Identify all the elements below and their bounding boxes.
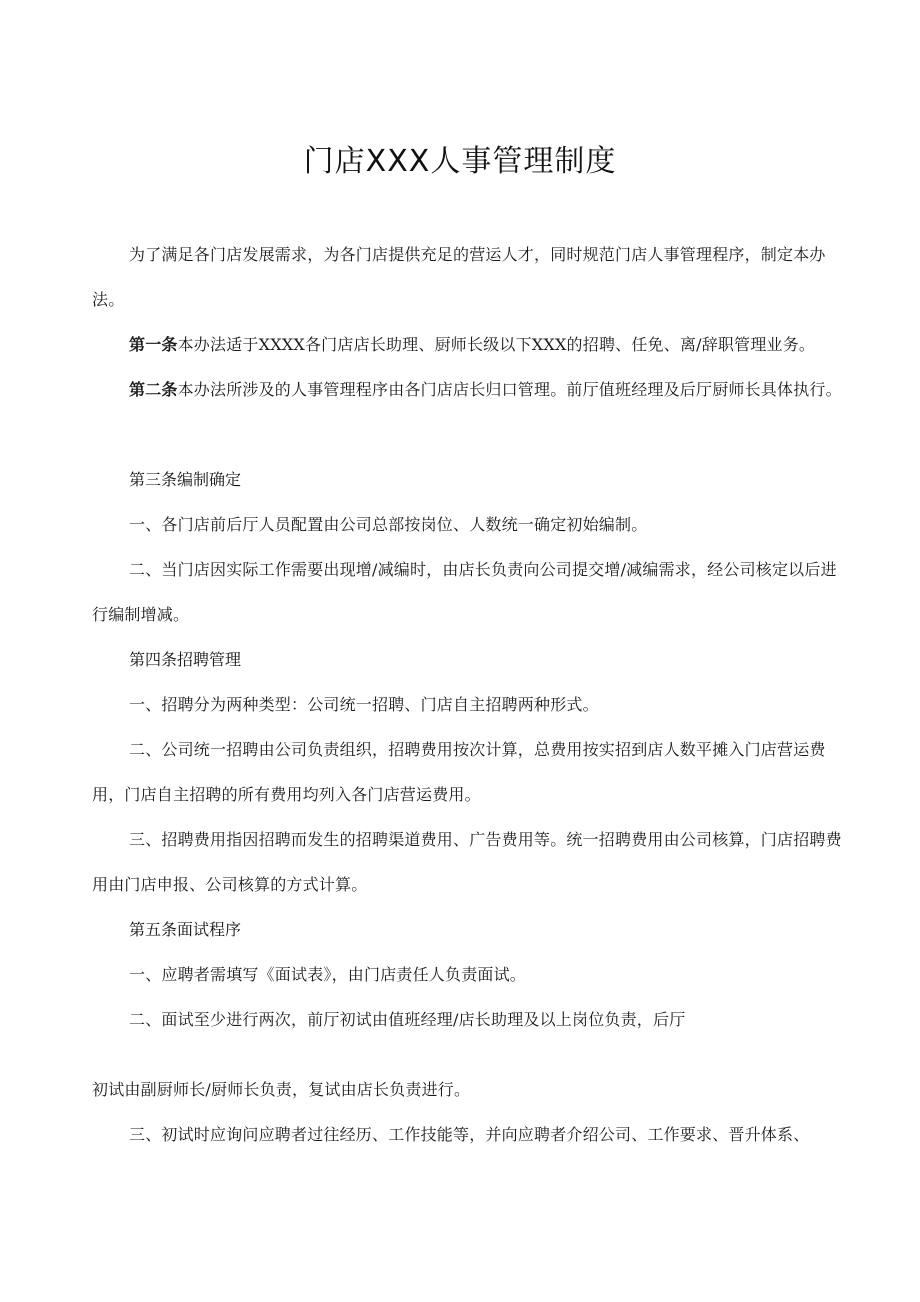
intro-paragraph: 为了满足各门店发展需求，为各门店提供充足的营运人才，同时规范门店人事管理程序，制定本办法。 bbox=[92, 245, 826, 309]
article-3-heading: 第三条编制确定 bbox=[129, 470, 242, 489]
article-2-text: 本办法所涉及的人事管理程序由各门店店长归口管理。前厅值班经理及后厅厨师长具体执行。 bbox=[177, 380, 842, 399]
article-4-item-2: 二、公司统一招聘由公司负责组织，招聘费用按次计算，总费用按实招到店人数平摊入门店营运费用，门店自主招聘的所有费用均列入各门店营运费用。 bbox=[92, 740, 826, 804]
article-3-item-1: 一、各门店前后厅人员配置由公司总部按岗位、人数统一确定初始编制。 bbox=[129, 515, 648, 534]
article-5-item-2-continued: 初试由副厨师长/厨师长负责，复试由店长负责进行。 bbox=[92, 1080, 471, 1099]
article-5-item-3: 三、初试时应询问应聘者过往经历、工作技能等，并向应聘者介绍公司、工作要求、晋升体系、 bbox=[129, 1125, 810, 1144]
article-2-paragraph bbox=[92, 367, 852, 412]
document-title: 门店XXX人事管理制度 bbox=[303, 144, 617, 179]
article-1-text: 本办法适于XXXX各门店店长助理、厨师长级以下XXX的招聘、任免、离/辞职管理业务。 bbox=[177, 335, 816, 354]
article-5-item-1: 一、应聘者需填写《面试表》，由门店责任人负责面试。 bbox=[129, 965, 527, 984]
article-2-label: 第二条 bbox=[129, 380, 178, 399]
article-4-item-1: 一、招聘分为两种类型：公司统一招聘、门店自主招聘两种形式。 bbox=[129, 695, 599, 714]
article-1-label: 第一条 bbox=[129, 335, 178, 354]
article-4-item-3: 三、招聘费用指因招聘而发生的招聘渠道费用、广告费用等。统一招聘费用由公司核算，门店招聘费用由门店申报、公司核算的方式计算。 bbox=[92, 830, 842, 894]
article-5-item-2: 二、面试至少进行两次，前厅初试由值班经理/店长助理及以上岗位负责，后厅 bbox=[129, 1010, 686, 1029]
article-5-heading: 第五条面试程序 bbox=[129, 920, 242, 939]
article-4-heading: 第四条招聘管理 bbox=[129, 650, 242, 669]
article-1-paragraph bbox=[92, 322, 852, 367]
article-3-item-2: 二、当门店因实际工作需要出现增/减编时，由店长负责向公司提交增/减编需求，经公司核定以后进行编制增减。 bbox=[92, 560, 837, 624]
